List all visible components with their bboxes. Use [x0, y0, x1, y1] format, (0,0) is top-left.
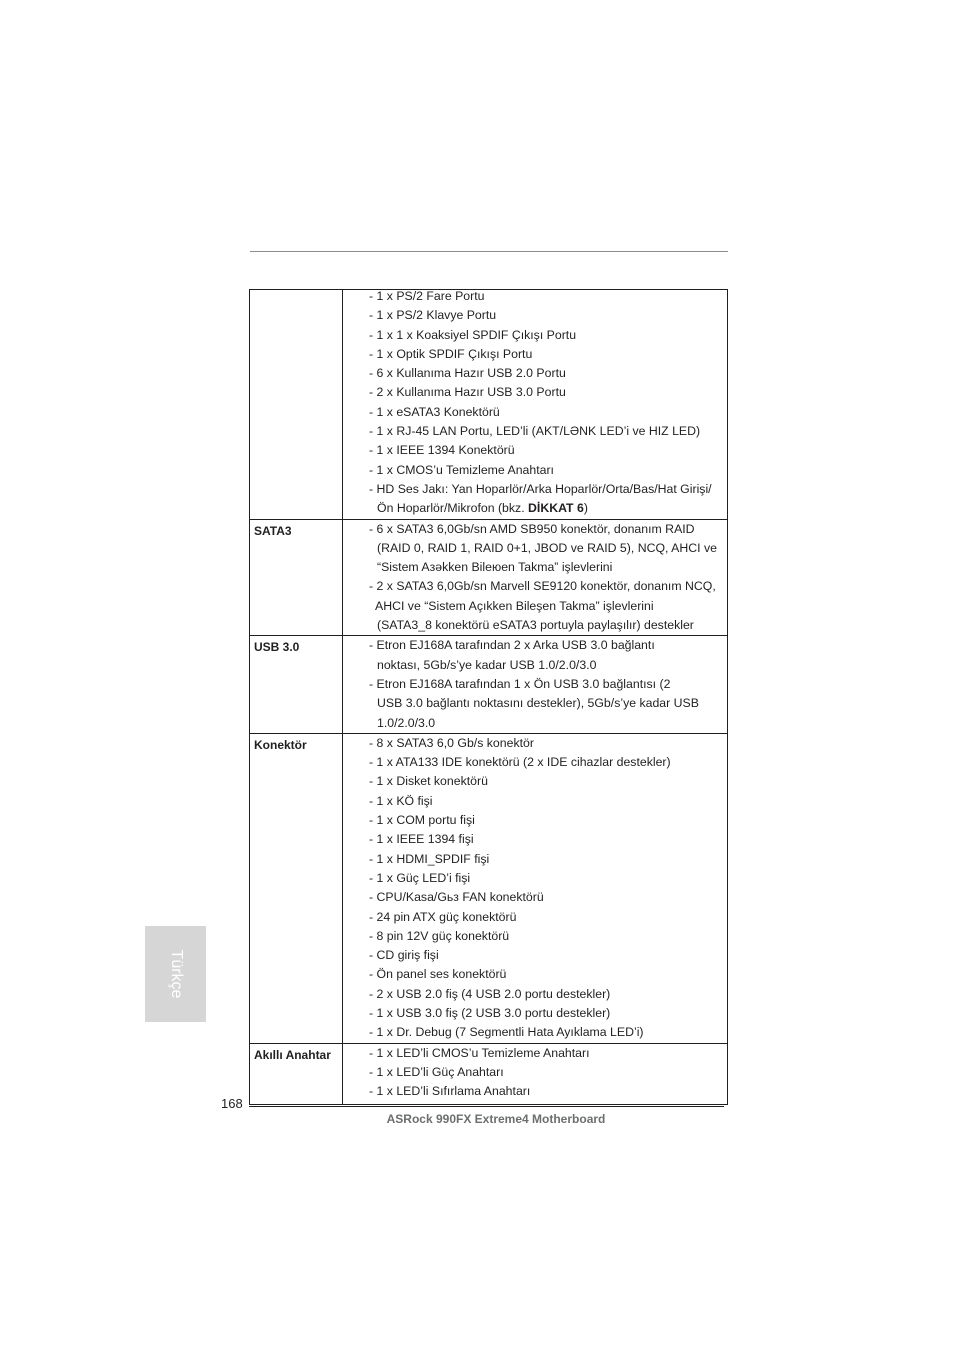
section-items: [343, 636, 727, 732]
language-tab: [145, 926, 206, 1022]
list-item: 1.0/2.0/3.0: [377, 715, 436, 730]
list-item: “Sistem Aзəkken Bileюen Takma” işlevlerini: [377, 560, 613, 575]
list-item: - 1 x COM portu fişi: [369, 813, 475, 828]
note-reference: DİKKAT 6: [528, 501, 584, 516]
list-item: - 1 x LED’li Sıfırlama Anahtarı: [369, 1084, 531, 1099]
list-item: - 1 x LED’li Güç Anahtarı: [369, 1064, 504, 1079]
section-smart-switch: [250, 1043, 727, 1105]
list-item: - Ön panel ses konektörü: [369, 967, 507, 982]
list-item: noktası, 5Gb/s’ye kadar USB 1.0/2.0/3.0: [377, 657, 597, 672]
list-item: - 1 x RJ-45 LAN Portu, LED’li (AKT/LƏNK LED’i ve HIZ LED): [369, 424, 701, 439]
list-item: - 1 x KÖ fişi: [369, 793, 433, 808]
section-label: [250, 290, 343, 519]
section-items: [343, 520, 727, 636]
list-item: - 1 x ATA133 IDE konektörü (2 x IDE cihazlar destekler): [369, 755, 671, 770]
list-item: - HD Ses Jakı: Yan Hoparlör/Arka Hoparlör/Orta/Bas/Hat Girişi/: [369, 481, 712, 496]
list-item: - 1 x Dr. Debug (7 Segmentli Hata Ayıklama LED’i): [369, 1025, 644, 1040]
list-item: - 1 x Disket konektörü: [369, 774, 488, 789]
section-label: SATA3: [250, 520, 343, 636]
list-item: (RAID 0, RAID 1, RAID 0+1, JBOD ve RAID 5), NCQ, AHCI ve: [377, 540, 717, 555]
list-item: - 1 x Güç LED’i fişi: [369, 870, 471, 885]
list-item: - 6 x SATA3 6,0Gb/sn AMD SB950 konektör, donanım RAID: [369, 521, 695, 536]
list-item: - CD giriş fişi: [369, 948, 439, 963]
list-item: - 1 x CMOS’u Temizleme Anahtarı: [369, 462, 554, 477]
list-item: [369, 499, 727, 518]
section-rear-panel-io: [250, 290, 727, 519]
list-item: USB 3.0 bağlantı noktasını destekler), 5Gb/s’ye kadar USB: [377, 696, 699, 711]
list-item: - 1 x USB 3.0 fiş (2 USB 3.0 portu destekler): [369, 1005, 611, 1020]
list-item: - 8 x SATA3 6,0 Gb/s konektör: [369, 735, 534, 750]
section-usb3: [250, 635, 727, 732]
list-item: - 2 x Kullanıma Hazır USB 3.0 Portu: [369, 385, 566, 400]
list-item: - 1 x IEEE 1394 Konektörü: [369, 443, 515, 458]
list-item: - 2 x USB 2.0 fiş (4 USB 2.0 portu destekler): [369, 986, 611, 1001]
note-suffix: ): [583, 501, 588, 516]
page-number: 168: [221, 1096, 243, 1111]
note-prefix: Ön Hoparlör/Mikrofon (bkz.: [377, 501, 529, 516]
top-rule: [250, 251, 728, 252]
list-item: - Etron EJ168A tarafından 1 x Ön USB 3.0 bağlantısı (2: [369, 676, 671, 691]
list-item: AHCI ve “Sistem Açıkken Bileşen Takma” işlevlerini: [375, 598, 654, 613]
list-item: - 6 x Kullanıma Hazır USB 2.0 Portu: [369, 366, 566, 381]
section-items: [343, 1044, 727, 1105]
list-item: - 1 x PS/2 Klavye Portu: [369, 308, 497, 323]
list-item: - 1 x 1 x Koaksiyel SPDIF Çıkışı Portu: [369, 327, 577, 342]
section-sata3: [250, 519, 727, 636]
section-label: USB 3.0: [250, 636, 343, 732]
list-item: (SATA3_8 konektörü eSATA3 portuyla paylaşılır) destekler: [377, 618, 694, 633]
list-item: - 1 x IEEE 1394 fişi: [369, 832, 474, 847]
list-item: - 2 x SATA3 6,0Gb/sn Marvell SE9120 konektör, donanım NCQ,: [369, 579, 716, 594]
section-items: [343, 287, 727, 519]
section-label: Konektör: [250, 734, 343, 1043]
list-item: - 1 x LED’li CMOS’u Temizleme Anahtarı: [369, 1045, 590, 1060]
section-items: [343, 734, 727, 1043]
list-item: - Etron EJ168A tarafından 2 x Arka USB 3.0 bağlantı: [369, 638, 655, 653]
list-item: - 1 x PS/2 Fare Portu: [369, 289, 485, 303]
section-label: Akıllı Anahtar: [250, 1044, 343, 1105]
footer-title: ASRock 990FX Extreme4 Motherboard: [386, 1112, 606, 1126]
section-connectors: [250, 733, 727, 1043]
list-item: - 8 pin 12V güç konektörü: [369, 928, 510, 943]
list-item: - 1 x eSATA3 Konektörü: [369, 404, 500, 419]
list-item: - 24 pin ATX güç konektörü: [369, 909, 517, 924]
spec-table: [249, 289, 728, 1105]
list-item: - 1 x Optik SPDIF Çıkışı Portu: [369, 346, 533, 361]
list-item: - CPU/Kasa/Gьз FAN konektörü: [369, 890, 544, 905]
list-item: - 1 x HDMI_SPDIF fişi: [369, 851, 490, 866]
bottom-rule: [249, 1106, 724, 1107]
language-label: Türkçe: [167, 949, 185, 999]
